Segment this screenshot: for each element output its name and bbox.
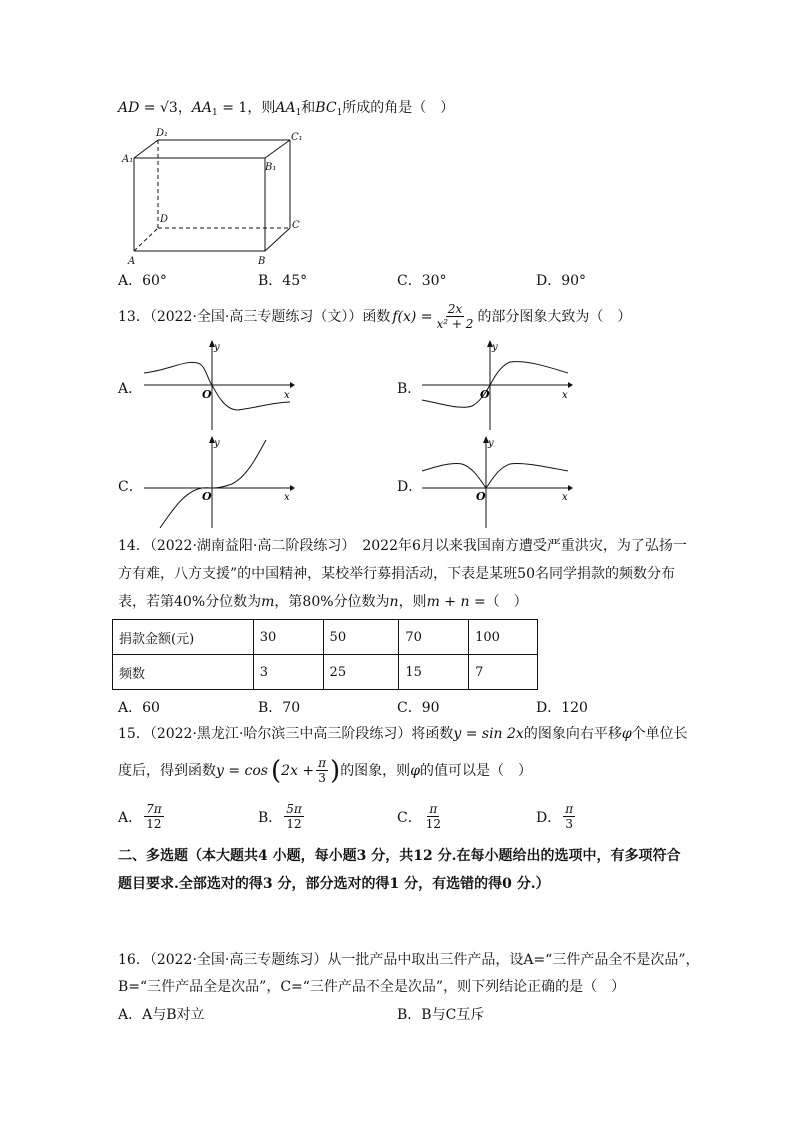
x-axis-arrow bbox=[290, 382, 295, 388]
q15-option-a-num: 7π bbox=[146, 802, 162, 816]
q14-line3 bbox=[118, 592, 528, 612]
q15-option-a-den: 12 bbox=[146, 817, 162, 831]
q14-line2: 方有难，八方支援”的中国精神，某校举行募捐活动，下表是某班50名同学捐款的频数分布 bbox=[118, 566, 675, 582]
table-cell: 50 bbox=[323, 620, 399, 655]
label-b1: B₁ bbox=[265, 162, 277, 173]
q14-n: n bbox=[389, 594, 399, 610]
q12-option-c[interactable]: C．30° bbox=[397, 273, 447, 289]
q12-and: 和 bbox=[301, 100, 316, 116]
origin-label: O bbox=[202, 388, 212, 401]
q13-graph-a bbox=[140, 340, 295, 430]
q13-suffix: 的部分图象大致为（ ） bbox=[477, 308, 632, 325]
q12-aa: AA bbox=[191, 100, 213, 116]
table-cell: 3 bbox=[253, 655, 323, 690]
q15-option-d-label: D． bbox=[536, 809, 562, 826]
q15-option-b-label: B． bbox=[258, 809, 283, 826]
edge-a1-d1 bbox=[134, 140, 158, 158]
table-row bbox=[113, 620, 538, 655]
q13-graph-c bbox=[140, 436, 295, 528]
q14-option-b[interactable]: B．70 bbox=[258, 700, 301, 716]
q15-option-b-den: 12 bbox=[286, 817, 302, 831]
q12-eq2: = 1，则 bbox=[217, 100, 276, 116]
edge-a-d-hidden bbox=[134, 228, 158, 251]
label-c1: C₁ bbox=[291, 132, 303, 143]
x-axis-arrow bbox=[568, 382, 573, 388]
q15-option-d-den: 3 bbox=[565, 817, 573, 831]
q12-aa2: AA bbox=[275, 100, 296, 116]
q15-option-a[interactable] bbox=[118, 802, 166, 831]
q12-option-a[interactable]: A．60° bbox=[118, 273, 167, 289]
q15-option-c-den: 12 bbox=[425, 817, 441, 831]
table-cell: 100 bbox=[469, 620, 538, 655]
q12-root: √3 bbox=[159, 100, 178, 116]
x-label: x bbox=[562, 492, 568, 503]
section2-heading-line2: 题目要求.全部选对的得3 分，部分选对的得1 分，有选错的得0 分.） bbox=[118, 876, 550, 892]
q14-option-d[interactable]: D．120 bbox=[536, 700, 588, 716]
section2-heading-line1: 二、多选题（本大题共4 小题，每小题3 分，共12 分.在每小题给出的选项中，有多项符合 bbox=[118, 848, 681, 864]
q14-option-c[interactable]: C．90 bbox=[397, 700, 440, 716]
q15-line1-c: 个单位长 bbox=[631, 726, 688, 742]
q15-phi2: φ bbox=[410, 762, 420, 779]
origin-label: O bbox=[480, 388, 490, 401]
label-a1: A₁ bbox=[122, 154, 134, 165]
label-c: C bbox=[292, 220, 300, 231]
q15-inner: 2x + bbox=[281, 762, 315, 779]
curve bbox=[144, 362, 290, 410]
q15-func1: y = sin 2x bbox=[453, 726, 524, 742]
table-cell: 15 bbox=[399, 655, 469, 690]
q13-graph-d-label[interactable]: D． bbox=[397, 479, 423, 495]
q12-option-d[interactable]: D．90° bbox=[536, 273, 587, 289]
q14-m: m bbox=[261, 594, 275, 610]
q15-option-a-frac bbox=[144, 802, 164, 831]
label-a: A bbox=[128, 256, 136, 266]
q15-line1 bbox=[118, 724, 688, 744]
x-label: x bbox=[284, 390, 290, 401]
q13-func-lhs: f(x) = bbox=[392, 308, 433, 325]
q15-option-b-frac bbox=[284, 802, 304, 831]
label-d1: D₁ bbox=[156, 128, 169, 139]
x-label: x bbox=[562, 390, 568, 401]
x-axis-arrow bbox=[290, 485, 295, 491]
q15-line2 bbox=[118, 756, 532, 785]
q15-line1-b: 的图象向右平移 bbox=[523, 726, 622, 742]
q15-func2: y = cos bbox=[216, 762, 268, 779]
q15-option-c[interactable] bbox=[397, 802, 445, 831]
q15-option-c-label: C． bbox=[397, 809, 422, 826]
q15-option-b-num: 5π bbox=[286, 802, 302, 816]
q15-right-paren: ) bbox=[330, 755, 341, 786]
q14-expr: m + n bbox=[426, 594, 470, 610]
q15-frac-num: π bbox=[318, 756, 327, 770]
q15-option-c-frac bbox=[424, 802, 443, 831]
q12-bc: BC bbox=[315, 100, 337, 116]
q12-eq1: = bbox=[139, 100, 160, 116]
q15-line2-c: 的值可以是（ ） bbox=[420, 762, 532, 779]
edge-b1-c1 bbox=[265, 140, 290, 158]
q12-sub2: 1 bbox=[295, 108, 302, 118]
curve bbox=[160, 440, 266, 528]
origin-label: O bbox=[202, 490, 212, 503]
q12-tail: 所成的角是（ ） bbox=[342, 100, 455, 116]
q13-graph-b-label[interactable]: B． bbox=[397, 381, 422, 397]
edge-b-c bbox=[265, 228, 290, 251]
q14-line1: 14．（2022·湖南益阳·高二阶段练习） 2022年6月以来我国南方遭受严重洪灾，为了弘扬一 bbox=[118, 538, 687, 554]
table-cell: 30 bbox=[253, 620, 323, 655]
q15-option-b[interactable] bbox=[258, 802, 306, 831]
q13-graph-b bbox=[418, 340, 573, 430]
q15-option-a-label: A． bbox=[118, 809, 143, 826]
q12-stem bbox=[118, 98, 454, 123]
q12-sub3: 1 bbox=[336, 108, 343, 118]
q15-frac-den: 3 bbox=[318, 771, 326, 785]
label-b: B bbox=[258, 256, 266, 266]
q13-func-fraction bbox=[435, 302, 476, 331]
y-label: y bbox=[488, 438, 494, 449]
q12-ad: AD bbox=[118, 100, 140, 116]
q14-option-a[interactable]: A．60 bbox=[118, 700, 160, 716]
q12-cuboid-figure bbox=[110, 126, 310, 266]
q13-graph-d bbox=[418, 436, 573, 528]
q13-func-num: 2x bbox=[447, 302, 463, 316]
label-d: D bbox=[160, 214, 169, 225]
q12-comma: ， bbox=[177, 100, 192, 116]
table-row bbox=[113, 655, 538, 690]
q14-line3-d: =（ ） bbox=[469, 594, 528, 610]
q12-option-b[interactable]: B．45° bbox=[258, 273, 308, 289]
q13-prefix: 13．（2022·全国·高三专题练习（文））函数 bbox=[118, 308, 391, 325]
x-label: x bbox=[284, 492, 290, 503]
q15-option-d-frac bbox=[563, 802, 575, 831]
table-cell: 7 bbox=[469, 655, 538, 690]
curve bbox=[422, 362, 568, 408]
q15-fraction bbox=[316, 756, 328, 785]
q15-option-d-num: π bbox=[565, 802, 574, 816]
curve bbox=[422, 463, 568, 488]
q13-graph-a-label[interactable]: A． bbox=[118, 381, 143, 397]
table-cell: 频数 bbox=[113, 655, 254, 690]
origin-label: O bbox=[476, 490, 486, 503]
q14-frequency-table bbox=[112, 619, 538, 690]
q15-line1-a: 15．（2022·黑龙江·哈尔滨三中高三阶段练习）将函数 bbox=[118, 726, 454, 742]
y-label: y bbox=[214, 438, 220, 449]
q12-sub1: 1 bbox=[212, 108, 218, 118]
q13-func-den: x² + 2 bbox=[436, 317, 474, 331]
q16-option-a[interactable]: A．A与B对立 bbox=[118, 1007, 205, 1023]
q15-line2-a: 度后，得到函数 bbox=[118, 762, 216, 779]
q13-graph-c-label[interactable]: C． bbox=[118, 479, 143, 495]
q16-line1: 16．（2022·全国·高三专题练习）从一批产品中取出三件产品，设A=“三件产品全不是次品”， bbox=[118, 952, 700, 968]
table-cell: 70 bbox=[399, 620, 469, 655]
x-axis-arrow bbox=[568, 485, 573, 491]
q15-option-d[interactable] bbox=[536, 802, 577, 831]
q15-line2-b: 的图象，则 bbox=[340, 762, 411, 779]
q13-stem bbox=[118, 302, 631, 331]
q15-left-paren: ( bbox=[271, 755, 282, 786]
q14-line3-a: 表，若第40%分位数为 bbox=[118, 594, 262, 610]
q15-phi1: φ bbox=[621, 726, 632, 742]
y-label: y bbox=[492, 342, 498, 353]
q16-line2: B=“三件产品全是次品”，C=“三件产品不全是次品”，则下列结论正确的是（ ） bbox=[118, 979, 626, 995]
q15-option-c-num: π bbox=[429, 802, 438, 816]
q16-option-b[interactable]: B．B与C互斥 bbox=[397, 1007, 485, 1023]
y-label: y bbox=[214, 342, 220, 353]
table-cell: 捐款金额(元) bbox=[113, 620, 254, 655]
q14-line3-c: ，则 bbox=[398, 594, 427, 610]
q14-line3-b: ，第80%分位数为 bbox=[274, 594, 390, 610]
table-cell: 25 bbox=[323, 655, 399, 690]
